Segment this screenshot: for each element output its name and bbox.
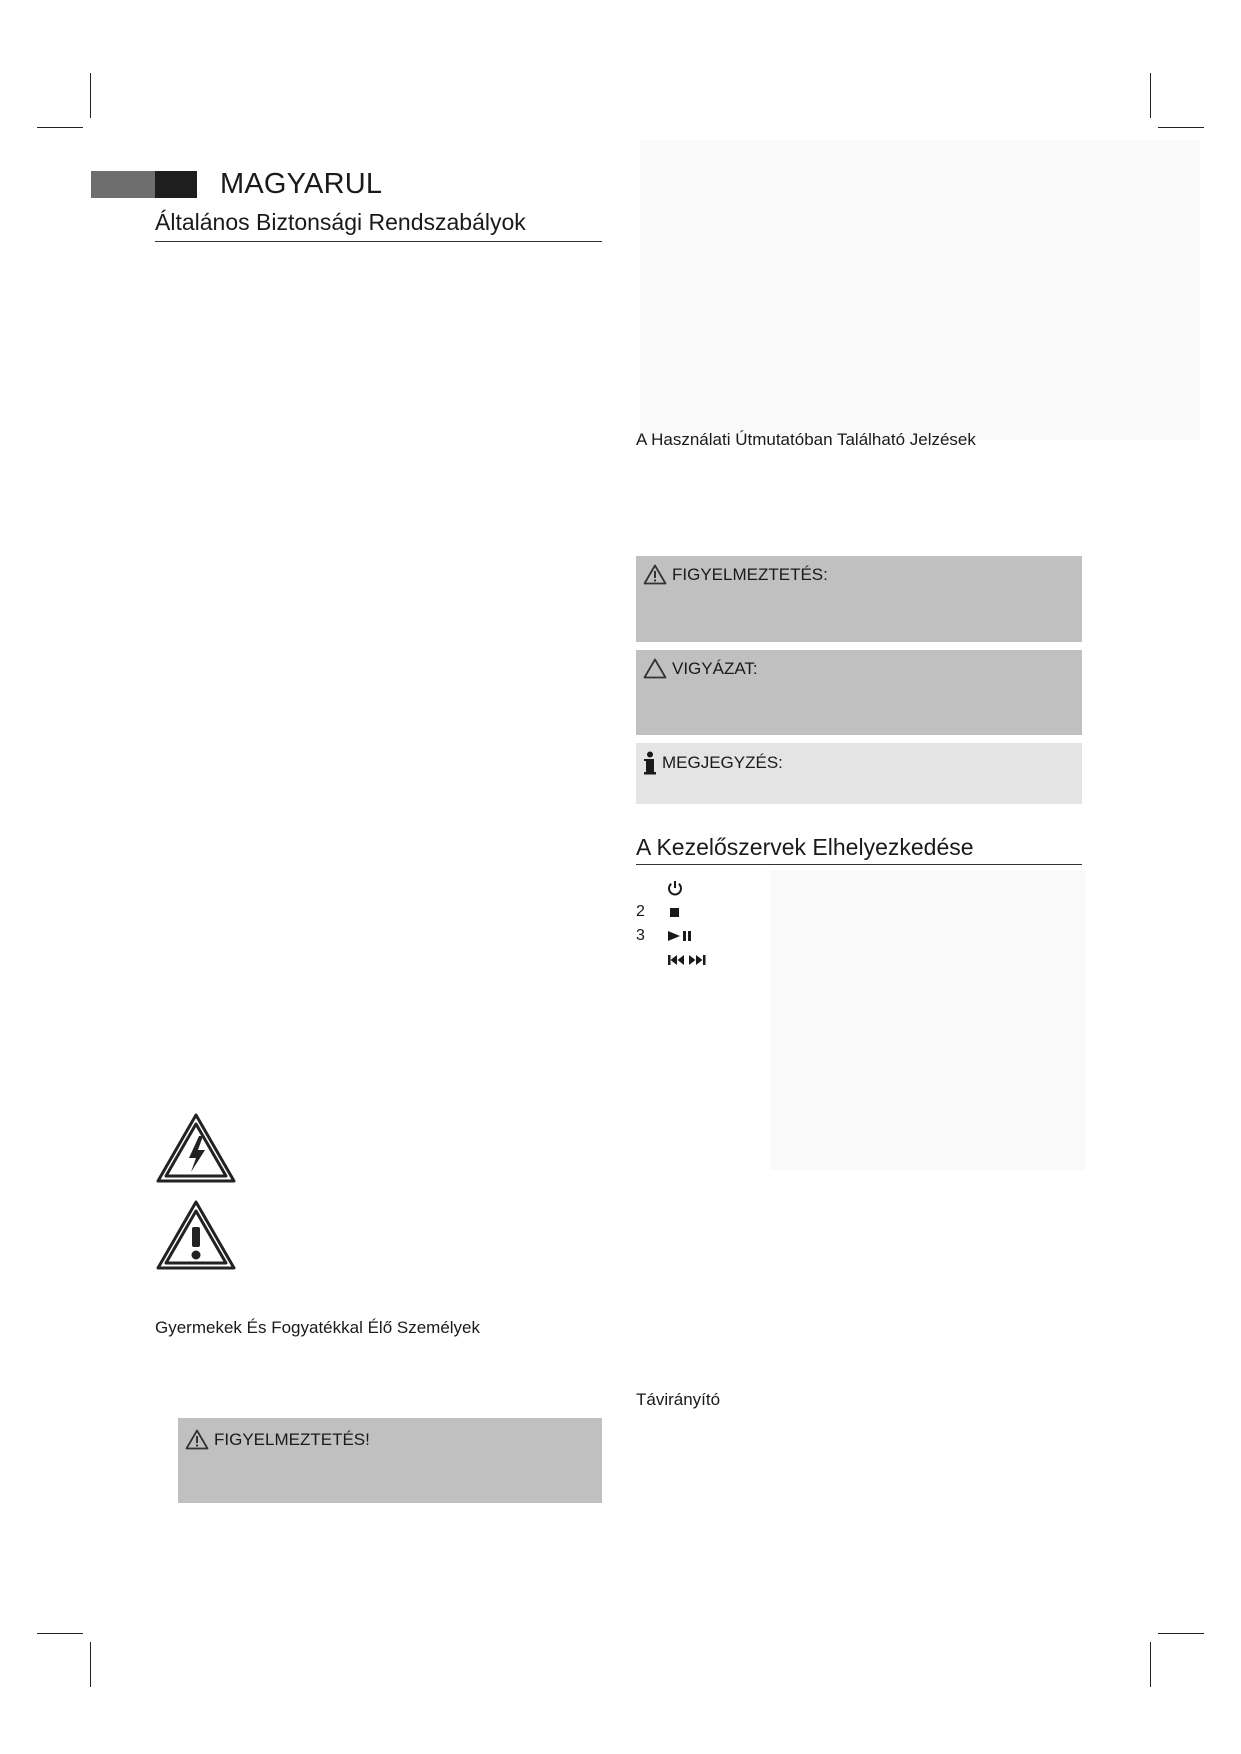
warning-box-label: FIGYELMEZTETÉS!	[214, 1429, 370, 1449]
crop-mark	[37, 127, 83, 128]
crop-mark	[90, 1642, 91, 1687]
control-number: 2	[636, 903, 645, 920]
crop-mark	[1150, 1642, 1151, 1687]
play-pause-icon	[666, 927, 696, 945]
section-title-rule	[636, 864, 1082, 865]
notice-label: MEGJEGYZÉS:	[662, 753, 783, 772]
control-item	[636, 927, 696, 945]
section-title-rule	[155, 241, 602, 242]
warning-box	[178, 1418, 602, 1503]
notice-label: FIGYELMEZTETÉS:	[672, 564, 828, 584]
language-title: MAGYARUL	[220, 168, 383, 200]
crop-mark	[1158, 1633, 1204, 1634]
crop-mark	[1158, 127, 1204, 128]
header-bar-accent	[155, 171, 197, 198]
crop-mark	[37, 1633, 83, 1634]
subsection-children-heading: Gyermekek És Fogyatékkal Élő Személyek	[155, 1318, 481, 1337]
electric-shock-warning-icon	[155, 1112, 237, 1189]
faint-panel	[770, 870, 1085, 1170]
stop-icon	[666, 903, 684, 921]
notice-box-note	[636, 743, 1082, 804]
warning-triangle-icon	[185, 1429, 214, 1450]
symbols-heading: A Használati Útmutatóban Található Jelzések	[636, 430, 976, 449]
info-icon	[643, 751, 662, 775]
warning-triangle-icon	[643, 564, 672, 585]
crop-mark	[90, 73, 91, 118]
notice-box-caution	[636, 650, 1082, 735]
control-number: 3	[636, 927, 645, 944]
remote-heading: Távirányító	[636, 1390, 721, 1409]
control-item	[636, 879, 684, 897]
control-item	[636, 903, 684, 921]
exclamation-warning-icon	[155, 1199, 237, 1276]
crop-mark	[1150, 73, 1151, 118]
section-title-controls: A Kezelőszervek Elhelyezkedése	[636, 834, 974, 860]
section-title-safety: Általános Biztonsági Rendszabályok	[155, 209, 526, 235]
header-bar	[91, 171, 155, 198]
caution-triangle-icon	[643, 658, 672, 679]
notice-box-warning	[636, 556, 1082, 642]
notice-label: VIGYÁZAT:	[672, 658, 758, 678]
power-icon	[666, 879, 684, 897]
faint-panel	[640, 140, 1200, 440]
control-item	[636, 951, 708, 969]
skip-prev-next-icon	[666, 951, 708, 969]
